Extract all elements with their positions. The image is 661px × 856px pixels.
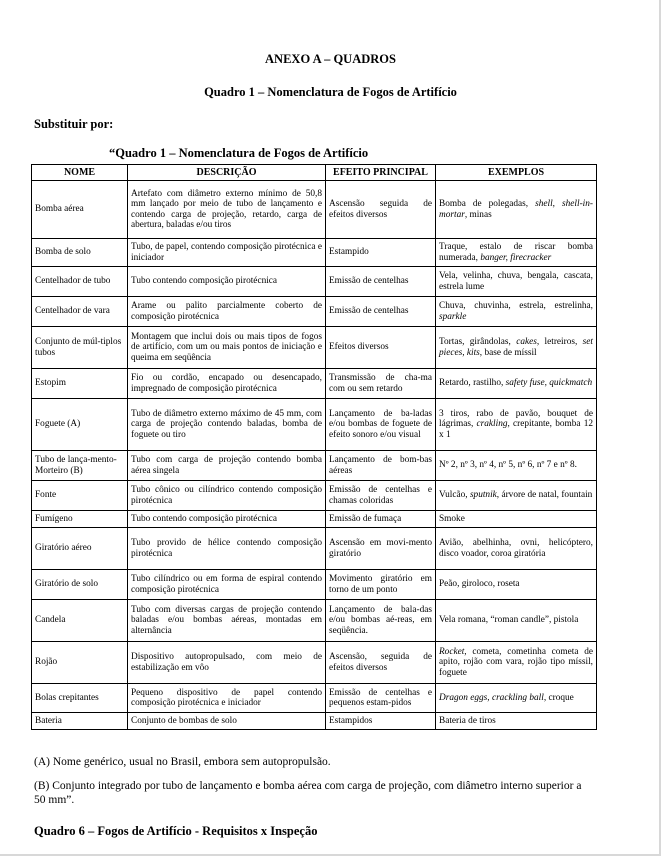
footnote-a: (A) Nome genérico, usual no Brasil, embora sem autopropulsão. <box>34 756 331 768</box>
row-effect: Lançamento de bala-das e/ou bombas aé-reas, em seqüência. <box>326 600 436 642</box>
table-row <box>32 713 597 730</box>
row-examples <box>436 181 597 239</box>
row-name: Bolas crepitantes <box>32 684 128 713</box>
examples-italic: Dragon eggs, crackling ball <box>439 692 544 703</box>
row-name: Candela <box>32 600 128 642</box>
table-header-row <box>32 165 597 181</box>
row-name: Centelhador de vara <box>32 297 128 327</box>
row-name: Fonte <box>32 481 128 511</box>
examples-text: Chuva, chuvinha, estrela, estrelinha, <box>439 301 593 311</box>
examples-text: , base de míssil <box>479 347 537 358</box>
examples-text: Traque, estalo de riscar bomba numerada, <box>439 242 593 263</box>
examples-text: , crepitante, bomba 12 x 1 <box>439 419 593 440</box>
examples-italic: shell, shell-in-mortar <box>439 199 593 220</box>
row-effect: Emissão de centelhas e pequenos estam-pidos <box>326 684 436 713</box>
row-effect: Lançamento de ba-ladas e/ou bombas de foguete de efeito sonoro e/ou visual <box>326 399 436 451</box>
row-name: Fumígeno <box>32 511 128 528</box>
row-effect: Emissão de centelhas <box>326 297 436 327</box>
row-description: Conjunto de bombas de solo <box>128 713 326 730</box>
examples-text: Bomba de polegadas, <box>439 199 536 209</box>
row-effect: Lançamento de bom-bas aéreas <box>326 451 436 481</box>
table-row <box>32 684 597 713</box>
header-nome: NOME <box>32 165 128 181</box>
substituir-label: Substituir por: <box>34 117 114 131</box>
header-exemplos: EXEMPLOS <box>436 165 597 181</box>
row-name: Rojão <box>32 642 128 684</box>
row-description: Pequeno dispositivo de papel contendo composição pirotécnica e iniciador <box>128 684 326 713</box>
examples-text: , árvore de natal, fountain <box>496 490 593 501</box>
row-examples <box>436 600 597 642</box>
row-description: Tubo contendo composição pirotécnica <box>128 511 326 528</box>
row-examples <box>436 684 597 713</box>
row-description: Fio ou cordão, encapado ou desencapado, impregnado de composição pirotécnica <box>128 369 326 399</box>
row-name: Centelhador de tubo <box>32 267 128 297</box>
row-name: Bateria <box>32 713 128 730</box>
row-description: Tubo, de papel, contendo composição pirotécnica e iniciador <box>128 239 326 267</box>
row-effect: Emissão de centelhas e chamas coloridas <box>326 481 436 511</box>
table-row <box>32 511 597 528</box>
examples-text: Avião, abelhinha, ovni, helicóptero, disco voador, coroa giratória <box>439 538 593 559</box>
row-examples <box>436 511 597 528</box>
row-effect: Movimento giratório em torno de um ponto <box>326 570 436 600</box>
examples-italic: crakling <box>476 419 508 430</box>
table-row <box>32 399 597 451</box>
header-efeito: EFEITO PRINCIPAL <box>326 165 436 181</box>
row-description: Dispositivo autopropulsado, com meio de estabilização em vôo <box>128 642 326 684</box>
row-examples <box>436 528 597 570</box>
row-name: Giratório aéreo <box>32 528 128 570</box>
examples-text: Vulcão, <box>439 490 470 501</box>
table-row <box>32 327 597 369</box>
table-row <box>32 528 597 570</box>
examples-text: Vela, velinha, chuva, bengala, cascata, estrela lume <box>439 271 593 292</box>
row-examples <box>436 297 597 327</box>
row-name: Giratório de solo <box>32 570 128 600</box>
row-effect: Ascensão, seguida de efeitos diversos <box>326 642 436 684</box>
nomenclature-table <box>31 164 597 730</box>
row-description: Tubo contendo composição pirotécnica <box>128 267 326 297</box>
examples-italic: set pieces, kits <box>439 337 593 358</box>
examples-text: Vela romana, “roman candle”, pistola <box>439 615 579 626</box>
examples-text: Tortas, girândolas, <box>439 337 517 347</box>
row-effect: Transmissão de cha-ma com ou sem retardo <box>326 369 436 399</box>
row-name: Bomba aérea <box>32 181 128 239</box>
row-description: Tubo provido de hélice contendo composição pirotécnica <box>128 528 326 570</box>
row-description: Artefato com diâmetro externo mínimo de 50,8 mm lançado por meio de tubo de lançamento e contendo carga de projeção, retardo, carga de abertura, baladas e/ou tiros <box>128 181 326 239</box>
row-examples <box>436 451 597 481</box>
examples-text: , cometa, cometinha cometa de apito, rojão com vara, rojão tipo míssil, foguete <box>439 646 593 678</box>
table-row <box>32 481 597 511</box>
row-description: Arame ou palito parcialmente coberto de composição pirotécnica <box>128 297 326 327</box>
row-name: Foguete (A) <box>32 399 128 451</box>
row-effect: Ascensão em movi-mento giratório <box>326 528 436 570</box>
examples-italic: sparkle <box>439 311 467 322</box>
row-examples <box>436 481 597 511</box>
row-examples <box>436 642 597 684</box>
row-description: Montagem que inclui dois ou mais tipos de fogos de artifício, com um ou mais pontos de iniciação e queima em seqüência <box>128 327 326 369</box>
row-description: Tubo de diâmetro externo máximo de 45 mm, com carga de projeção contendo baladas, bomba de foguete ou tiro <box>128 399 326 451</box>
examples-text: , minas <box>464 209 492 220</box>
examples-text: , croque <box>543 692 574 703</box>
row-examples <box>436 239 597 267</box>
row-name: Estopim <box>32 369 128 399</box>
row-description: Tubo com carga de projeção contendo bomba aérea singela <box>128 451 326 481</box>
row-effect: Emissão de centelhas <box>326 267 436 297</box>
examples-italic: sputnik <box>469 490 497 501</box>
row-examples <box>436 267 597 297</box>
header-descricao: DESCRIÇÃO <box>128 165 326 181</box>
examples-text: Smoke <box>439 513 465 524</box>
examples-italic: safety fuse, quickmatch <box>505 378 593 389</box>
footnote-b: (B) Conjunto integrado por tubo de lançamento e bomba aérea com carga de projeção, com diâmetro interno superior a 50 mm”. <box>34 780 582 806</box>
annex-title: ANEXO A – QUADROS <box>265 52 396 66</box>
table-row <box>32 239 597 267</box>
row-examples <box>436 369 597 399</box>
row-name: Tubo de lança-mento-Morteiro (B) <box>32 451 128 481</box>
examples-text: 3 tiros, rabo de pavão, bouquet de lágrimas, <box>439 408 593 430</box>
table-row <box>32 600 597 642</box>
row-examples <box>436 713 597 730</box>
table-row <box>32 267 597 297</box>
quadro1-title: Quadro 1 – Nomenclatura de Fogos de Artifício <box>204 85 457 99</box>
row-effect: Estampidos <box>326 713 436 730</box>
quadro1-title-quoted: “Quadro 1 – Nomenclatura de Fogos de Artifício <box>109 146 369 160</box>
table-row <box>32 570 597 600</box>
quadro6-title: Quadro 6 – Fogos de Artifício - Requisitos x Inspeção <box>34 824 318 838</box>
examples-text: Bateria de tiros <box>439 715 496 726</box>
examples-text: Nº 2, nº 3, nº 4, nº 5, nº 6, nº 7 e nº 8. <box>439 460 577 471</box>
row-name: Conjunto de múl-tiplos tubos <box>32 327 128 369</box>
examples-italic: cakes <box>516 337 537 347</box>
examples-text: , letreiros, <box>536 337 583 347</box>
examples-italic: banger, firecracker <box>480 252 552 263</box>
examples-italic: Rocket <box>439 646 465 657</box>
row-description: Tubo cilíndrico ou em forma de espiral contendo composição pirotécnica <box>128 570 326 600</box>
table-row <box>32 642 597 684</box>
examples-text: Peão, giroloco, roseta <box>439 579 520 590</box>
table-row <box>32 451 597 481</box>
row-effect: Estampido <box>326 239 436 267</box>
row-examples <box>436 399 597 451</box>
row-examples <box>436 570 597 600</box>
table-row <box>32 369 597 399</box>
row-effect: Ascensão seguida de efeitos diversos <box>326 181 436 239</box>
row-effect: Emissão de fumaça <box>326 511 436 528</box>
table-row <box>32 297 597 327</box>
examples-text: Retardo, rastilho, <box>439 378 506 389</box>
row-effect: Efeitos diversos <box>326 327 436 369</box>
row-examples <box>436 327 597 369</box>
table-row <box>32 181 597 239</box>
row-description: Tubo cônico ou cilíndrico contendo composição pirotécnica <box>128 481 326 511</box>
row-name: Bomba de solo <box>32 239 128 267</box>
row-description: Tubo com diversas cargas de projeção contendo baladas e/ou bombas aéreas, montadas em alternância <box>128 600 326 642</box>
